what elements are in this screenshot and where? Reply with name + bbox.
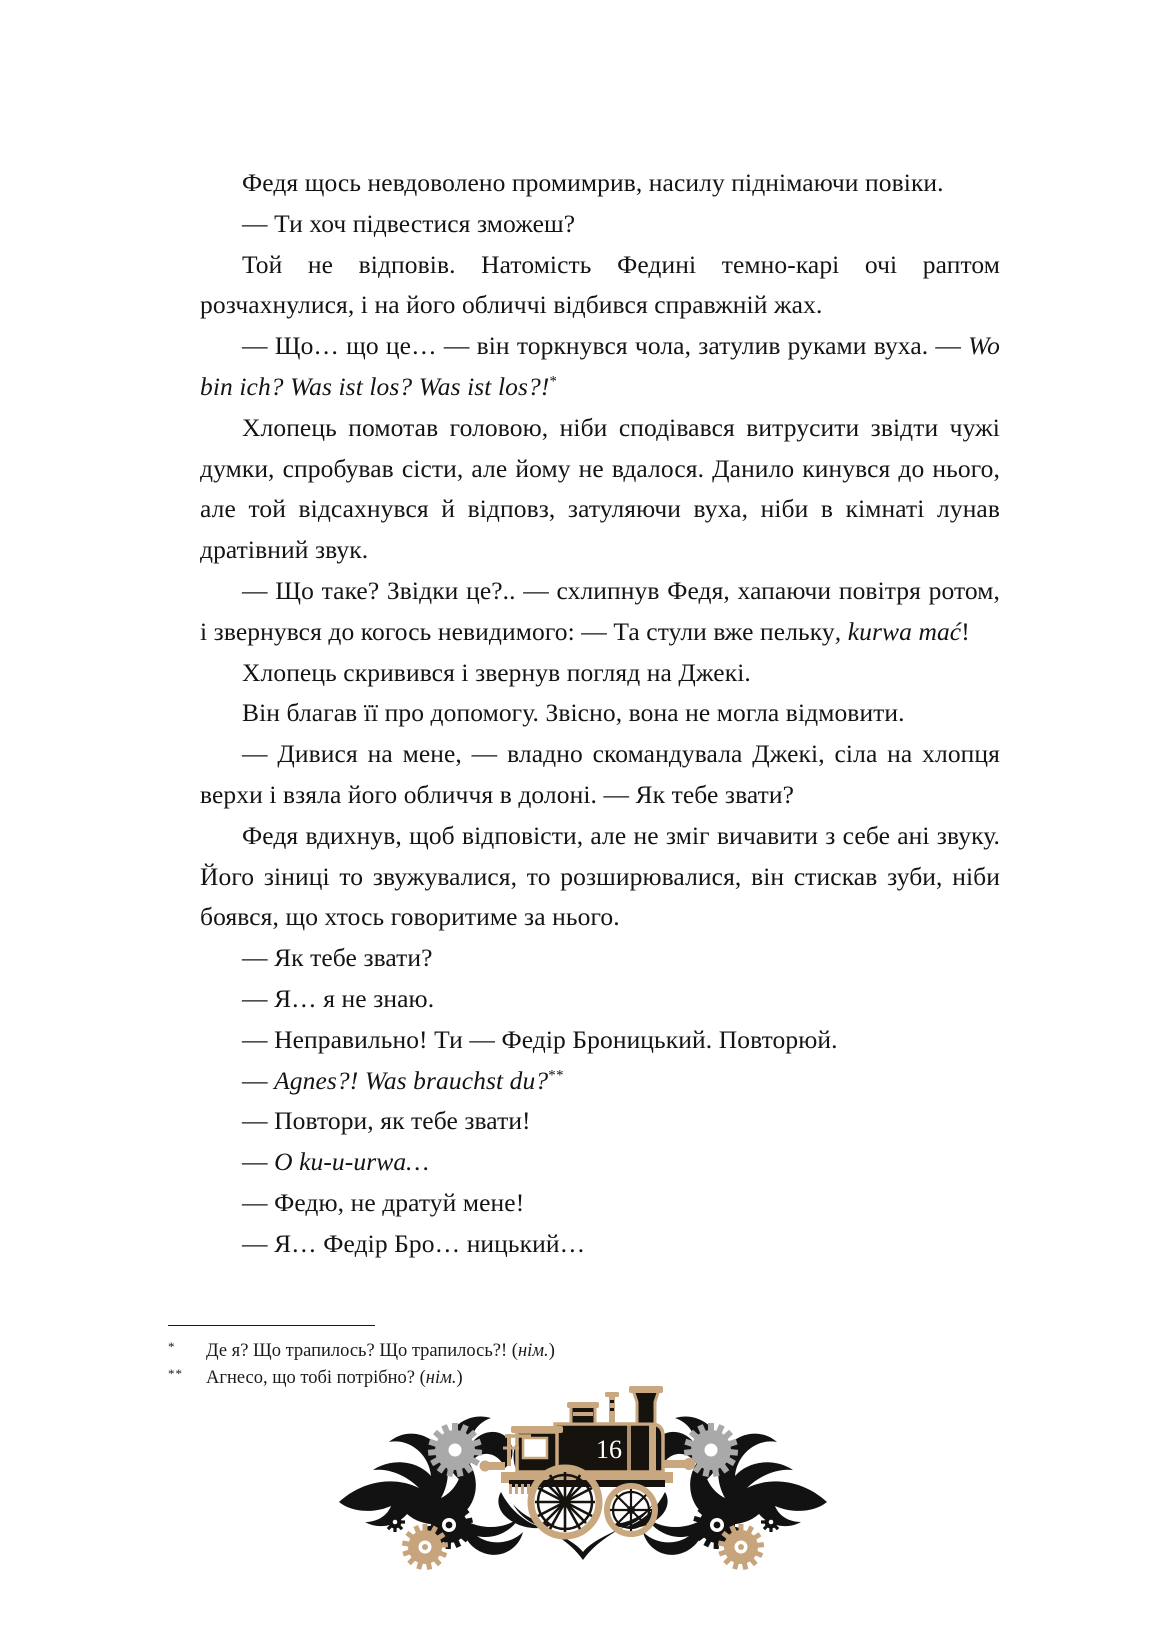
- steampunk-locomotive-ornament-svg: [333, 1380, 833, 1570]
- paragraph: Хлопець помотав головою, ніби сподівався витрусити звідти чужі думки, спробував сісти, але йому не вдалося. Данило кинувся до нього, але той відсахнувся й відповз, затуляючи вуха, ніби в кімнаті лунав дратівний звук.: [200, 412, 1000, 565]
- paragraph-with-footnote: [200, 326, 1000, 408]
- footnote-marker-1: *: [168, 1339, 176, 1354]
- footnote-main: Де я? Що трапилось? Що трапилось?! (: [206, 1341, 518, 1361]
- foreign-phrase: O ku-u-urwa…: [274, 1147, 429, 1177]
- paragraph-text: —: [242, 1147, 275, 1177]
- footnote-end: ): [548, 1341, 555, 1361]
- paragraph: — Я… я не знаю.: [242, 983, 435, 1013]
- locomotive-wheel-small-icon: [607, 1486, 655, 1534]
- paragraph: Федя вдихнув, щоб відповісти, але не зміг вичавити з себе ані звуку. Його зіниці то звужувалися, то розширювалися, він стискав зуби, ніби боявся, що хтось говоритиме за нього.: [200, 820, 1000, 932]
- gear-tiny-black-left-icon: [385, 1512, 405, 1532]
- paragraph: Хлопець скривився і звернув погляд на Джекі.: [242, 657, 751, 687]
- foreign-phrase: , kurwa mać: [834, 616, 962, 646]
- gear-tiny-black-right-icon: [761, 1512, 781, 1532]
- locomotive-wheel-large-icon: [531, 1468, 599, 1536]
- paragraph: — Федю, не дратуй мене!: [242, 1187, 525, 1217]
- paragraph-text: — Що… що це… — він торкнувся чола, затулив руками вуха. —: [242, 331, 969, 361]
- footnote-end: ): [456, 1368, 463, 1388]
- text-column: [200, 163, 1000, 1265]
- paragraph: — Повтори, як тебе звати!: [242, 1106, 531, 1136]
- paragraph: — Як тебе звати?: [242, 943, 433, 973]
- footnote-reference-1[interactable]: *: [549, 373, 558, 390]
- paragraph: Він благав її про допомогу. Звісно, вона не могла відмовити.: [242, 698, 905, 728]
- footnote-main: Агнесо, що тобі потрібно? (: [206, 1368, 426, 1388]
- footnote-separator-rule: [168, 1325, 375, 1326]
- paragraph-with-footnote: [200, 1061, 1000, 1102]
- paragraph-with-foreign: [200, 571, 1000, 653]
- paragraph-with-foreign: [200, 1142, 1000, 1183]
- page-footer-ornament: [333, 1380, 833, 1570]
- paragraph-text: — Що таке? Звідки це?.. — схлипнув Федя, хапаючи повітря ротом, і звернувся до когось невидимого: — Та стули вже пельку: [200, 575, 1000, 646]
- paragraph: — Ти хоч підвестися зможеш?: [242, 208, 576, 238]
- foreign-phrase: Wo bin ich? Was ist los? Was ist los?!: [200, 331, 1000, 401]
- paragraph: — Я… Федір Бро… ницький…: [242, 1228, 586, 1258]
- footnote-reference-2[interactable]: **: [548, 1067, 565, 1084]
- footnote-language-tag: нім.: [425, 1368, 457, 1388]
- paragraph: Федя щось невдоволено промимрив, насилу піднімаючи повіки.: [242, 168, 944, 197]
- paragraph-text: —: [242, 1065, 275, 1095]
- page-number: 16: [596, 1435, 622, 1464]
- paragraph: — Неправильно! Ти — Федір Броницький. Повторюй.: [242, 1024, 838, 1054]
- paragraph: — Дивися на мене, — владно скомандувала Джекі, сіла на хлопця верхи і взяла його обличчя в долоні. — Як тебе звати?: [200, 739, 1000, 809]
- paragraph: Той не відповів. Натомість Фединi темно-карі очі раптом розчахнулися, і на його обличчі відбився справжній жах.: [200, 249, 1000, 320]
- foreign-phrase: Agnes?! Was brauchst du?: [274, 1065, 549, 1095]
- paragraph-text-end: !: [961, 616, 970, 646]
- footnote-item: [168, 1338, 998, 1365]
- footnote-text-1: [206, 1338, 998, 1364]
- footnote-marker-2: **: [168, 1366, 183, 1381]
- footnote-language-tag: нім.: [517, 1341, 549, 1361]
